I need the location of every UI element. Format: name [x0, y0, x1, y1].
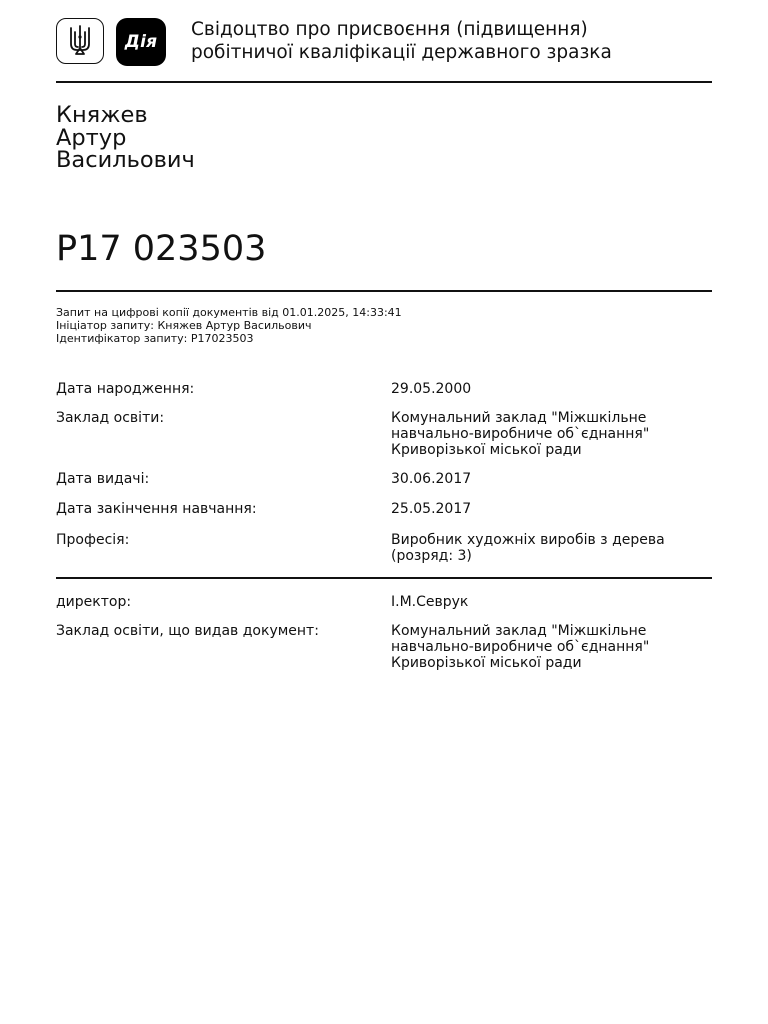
- header-divider: [56, 81, 712, 83]
- detail-label: Дата видачі:: [56, 471, 150, 487]
- detail-value: 29.05.2000: [391, 381, 472, 397]
- detail-label: Дата народження:: [56, 381, 195, 397]
- issuer-value: І.М.Севрук: [391, 594, 469, 610]
- document-title-line-2: робітничої кваліфікації державного зразка: [191, 42, 612, 63]
- document-title: [191, 18, 721, 64]
- document-header: [56, 18, 712, 68]
- document-title-line-1: Свідоцтво про присвоєння (підвищення): [191, 19, 588, 40]
- detail-value: Виробник художніх виробів з дерева (розряд: 3): [391, 532, 665, 564]
- holder-surname: Княжев: [56, 102, 148, 128]
- request-date-line: Запит на цифрові копії документів від 01.01.2025, 14:33:41: [56, 306, 402, 319]
- document-number: Р17 023503: [56, 229, 267, 269]
- detail-value: Комунальний заклад "Міжшкільне навчально-виробниче об`єднання" Криворізької міської ради: [391, 410, 650, 458]
- details-divider: [56, 577, 712, 579]
- detail-label: Дата закінчення навчання:: [56, 501, 257, 517]
- detail-value: 25.05.2017: [391, 501, 472, 517]
- issuer-value: Комунальний заклад "Міжшкільне навчально-виробниче об`єднання" Криворізької міської ради: [391, 623, 650, 671]
- request-info: [56, 306, 402, 345]
- diia-logo-text: Дія: [124, 32, 158, 52]
- trident-icon: [56, 18, 104, 64]
- issuer-label: Заклад освіти, що видав документ:: [56, 623, 319, 639]
- detail-label: Професія:: [56, 532, 130, 548]
- diia-logo: [116, 18, 166, 66]
- holder-patronymic: Васильович: [56, 147, 195, 173]
- number-divider: [56, 290, 712, 292]
- holder-name: [56, 104, 195, 172]
- holder-given-name: Артур: [56, 124, 127, 151]
- detail-value: 30.06.2017: [391, 471, 472, 487]
- issuer-label: директор:: [56, 594, 132, 610]
- request-initiator-line: Ініціатор запиту: Княжев Артур Васильович: [56, 319, 312, 332]
- detail-label: Заклад освіти:: [56, 410, 165, 426]
- request-id-line: Ідентифікатор запиту: Р17023503: [56, 332, 254, 345]
